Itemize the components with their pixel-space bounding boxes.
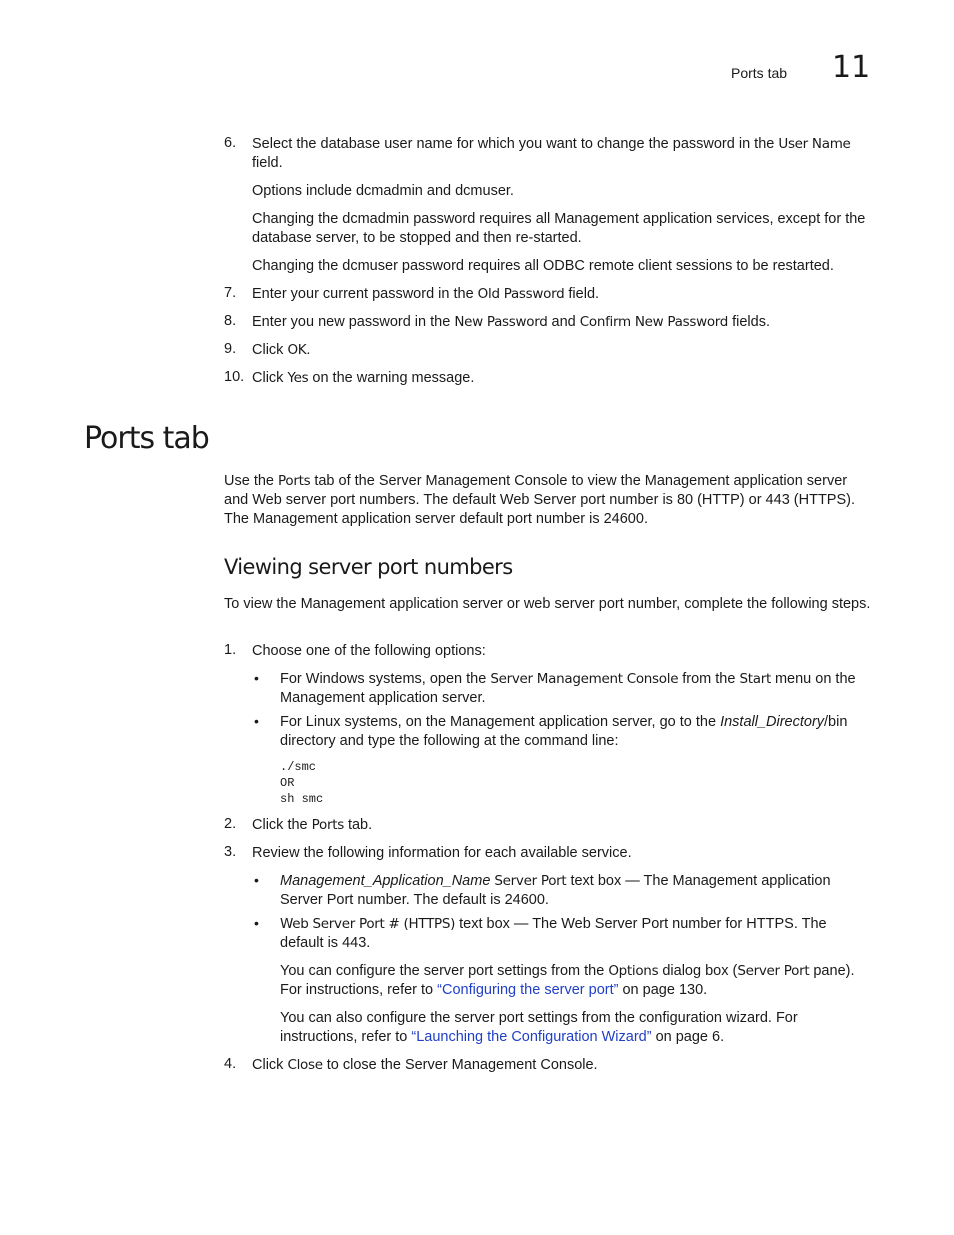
bullet-text: For Windows systems, open the Server Management Console from the Start menu on the Management application server. bbox=[280, 671, 856, 706]
step-note: Options include dcmadmin and dcmuser. bbox=[252, 183, 514, 199]
ui-term: User Name bbox=[778, 136, 851, 152]
step-number: 9. bbox=[224, 341, 237, 357]
step-text: Choose one of the following options: bbox=[252, 643, 486, 659]
cross-reference-link[interactable]: “Configuring the server port” bbox=[437, 982, 619, 998]
ui-term: Ports bbox=[278, 473, 311, 489]
bullet-text: Web Server Port # (HTTPS) text box — The Web Server Port number for HTTPS. The default is 443. bbox=[280, 916, 827, 951]
bullet: • bbox=[254, 713, 259, 729]
subsection-intro: To view the Management application server or web server port number, complete the following steps. bbox=[224, 596, 871, 612]
step-text: Select the database user name for which you want to change the password in the User Name field. bbox=[252, 136, 851, 171]
step-note: Changing the dcmadmin password requires all Management application services, except for the database server, to be stopped and then re-started. bbox=[252, 211, 866, 246]
step-text: Click Yes on the warning message. bbox=[252, 370, 475, 386]
ui-term: Yes bbox=[287, 370, 309, 386]
ui-term: Close bbox=[287, 1057, 323, 1073]
ui-term: New Password bbox=[454, 314, 548, 330]
app-name-term: Management_Application_Name bbox=[280, 873, 491, 889]
cross-reference-link[interactable]: “Launching the Configuration Wizard” bbox=[411, 1029, 652, 1045]
step-number: 10. bbox=[224, 369, 245, 385]
step-number: 6. bbox=[224, 135, 237, 151]
step-note: Changing the dcmuser password requires all ODBC remote client sessions to be restarted. bbox=[252, 258, 834, 274]
ui-term: Old Password bbox=[477, 286, 565, 302]
step-number: 2. bbox=[224, 816, 237, 832]
ui-term: Start bbox=[739, 671, 771, 687]
chapter-number: 11 bbox=[832, 50, 871, 85]
path-term: Install_Directory bbox=[720, 714, 825, 730]
step-text: Enter your current password in the Old Password field. bbox=[252, 286, 600, 302]
bullet: • bbox=[254, 915, 259, 931]
section-intro: Use the Ports tab of the Server Management Console to view the Management application server and Web server port numbers. The default Web Server port number is 80 (HTTP) or 443 (HTTPS). The Management application server default port number is 24600. bbox=[224, 473, 855, 527]
running-header-section: Ports tab bbox=[731, 65, 788, 81]
step-text: Enter you new password in the New Password and Confirm New Password fields. bbox=[252, 314, 770, 330]
ui-term: Confirm New Password bbox=[579, 314, 729, 330]
step-text: Click Close to close the Server Management Console. bbox=[252, 1057, 598, 1073]
step-text: Review the following information for each available service. bbox=[252, 845, 632, 861]
ui-term: Web Server Port # (HTTPS) bbox=[280, 916, 456, 932]
note-text: You can also configure the server port settings from the configuration wizard. For instructions, refer to “Launching the Configuration Wizard” on page 6. bbox=[280, 1010, 798, 1045]
step-text: Click the Ports tab. bbox=[252, 817, 373, 833]
step-number: 8. bbox=[224, 313, 237, 329]
bullet-text: Management_Application_Name Server Port text box — The Management application Server Port number. The default is 24600. bbox=[280, 873, 831, 908]
step-number: 3. bbox=[224, 844, 237, 860]
step-number: 1. bbox=[224, 642, 237, 658]
ui-term: Server Port bbox=[490, 873, 567, 889]
code-line: OR bbox=[280, 776, 295, 790]
step-text: Click OK. bbox=[252, 342, 311, 358]
code-line: sh smc bbox=[280, 792, 324, 806]
ui-term: Ports bbox=[311, 817, 344, 833]
code-line: ./smc bbox=[280, 760, 317, 774]
subsection-heading: Viewing server port numbers bbox=[224, 555, 513, 579]
ui-term: Server Port bbox=[737, 963, 810, 979]
bullet: • bbox=[254, 872, 259, 888]
step-number: 4. bbox=[224, 1056, 237, 1072]
note-text: You can configure the server port settings from the Options dialog box (Server Port pane). For instructions, refer to “Configuring the server port” on page 130. bbox=[280, 963, 855, 998]
section-heading: Ports tab bbox=[84, 421, 209, 456]
ui-term: Server Management Console bbox=[490, 671, 679, 687]
ui-term: Options bbox=[608, 963, 659, 979]
step-number: 7. bbox=[224, 285, 237, 301]
ui-term: OK bbox=[287, 342, 307, 358]
bullet: • bbox=[254, 670, 259, 686]
bullet-text: For Linux systems, on the Management application server, go to the Install_Directory/bin directory and type the following at the command line: bbox=[280, 714, 848, 749]
